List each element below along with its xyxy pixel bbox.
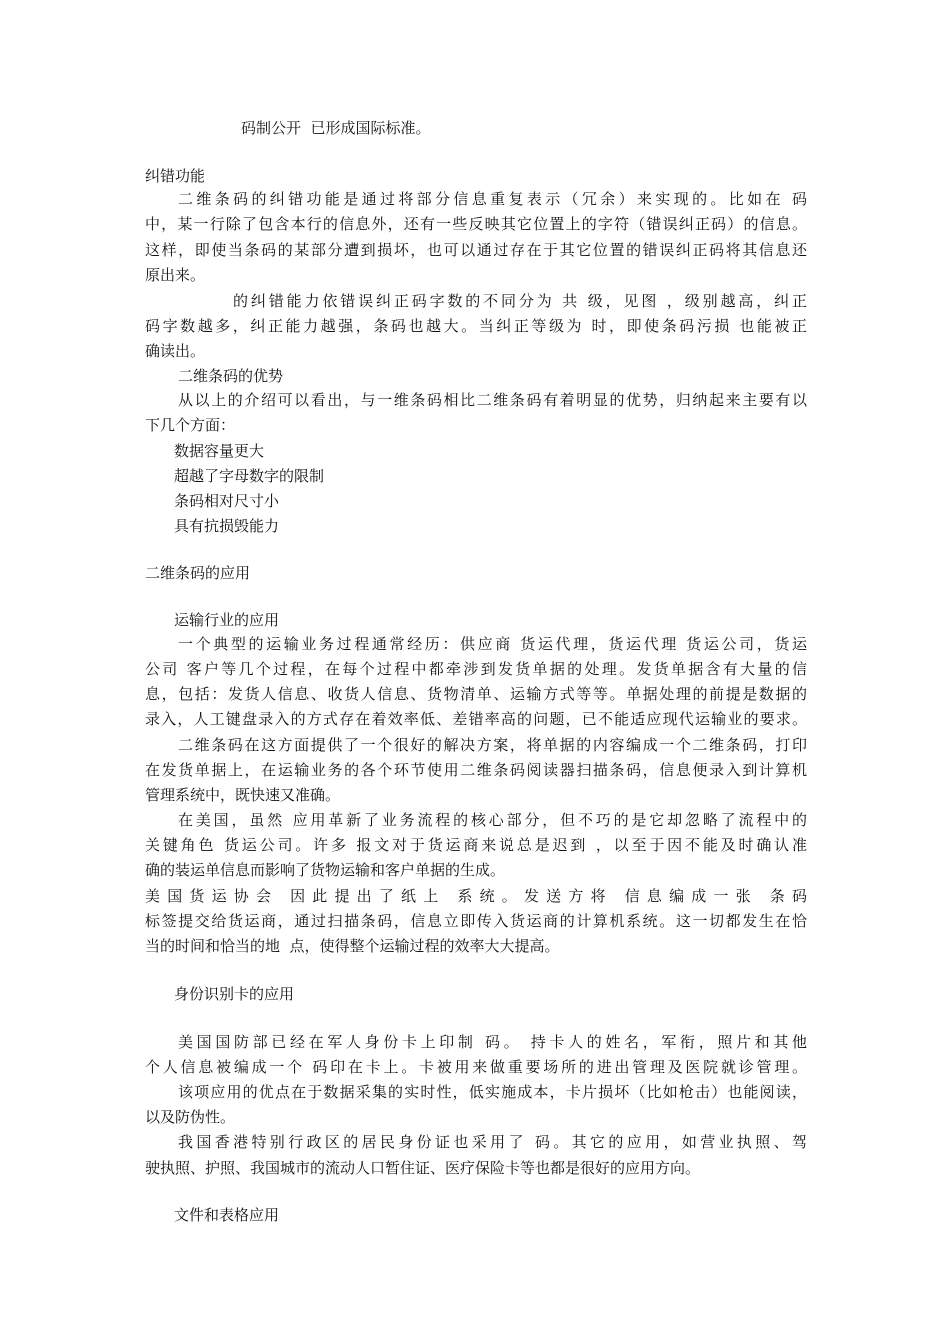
transport-p2-line: 二维条码在这方面提供了一个很好的解决方案，将单据的内容编成一个二维条码，打印 <box>178 736 807 754</box>
ecc-p1-line: 中，某一行除了包含本行的信息外，还有一些反映其它位置上的字符（错误纠正码）的信息。 <box>145 215 807 233</box>
transport-p3-line: 确的装运单信息而影响了货物运输和客户单据的生成。 <box>145 861 506 879</box>
ecc-p2-line: 码字数越多，纠正能力越强，条码也越大。当纠正等级为 时，即使条码污损 也能被正 <box>145 317 807 335</box>
idcard-p1-line: 美国国防部已经在军人身份卡上印制 码。 持卡人的姓名，军衔，照片和其他 <box>178 1033 807 1051</box>
advantage-item: 数据容量更大 <box>174 442 265 460</box>
transport-p1-line: 一个典型的运输业务过程通常经历：供应商 货运代理，货运代理 货运公司，货运 <box>178 635 807 653</box>
section-heading-advantages: 二维条码的优势 <box>178 367 284 385</box>
ecc-p1-line: 这样，即使当条码的某部分遭到损坏，也可以通过存在于其它位置的错误纠正码将其信息还 <box>145 241 807 259</box>
ecc-p2-line: 确读出。 <box>145 342 206 360</box>
advantages-intro-line: 从以上的介绍可以看出，与一维条码相比二维条码有着明显的优势，归纳起来主要有以 <box>178 391 807 409</box>
advantage-item: 条码相对尺寸小 <box>174 492 280 510</box>
transport-p2-line: 管理系统中，既快速又准确。 <box>145 786 341 804</box>
idcard-p2-line: 该项应用的优点在于数据采集的实时性，低实施成本，卡片损坏（比如枪击）也能阅读， <box>178 1083 807 1101</box>
idcard-p2-line: 以及防伪性。 <box>145 1108 236 1126</box>
transport-p4-line: 当的时间和恰当的地 点，使得整个运输过程的效率大大提高。 <box>145 937 560 955</box>
subheading-transport: 运输行业的应用 <box>174 611 280 629</box>
advantage-item: 超越了字母数字的限制 <box>174 467 325 485</box>
idcard-p3-line: 驶执照、护照、我国城市的流动人口暂住证、医疗保险卡等也都是很好的应用方向。 <box>145 1159 701 1177</box>
subheading-documents: 文件和表格应用 <box>174 1206 280 1224</box>
ecc-p1-line: 二维条码的纠错功能是通过将部分信息重复表示（冗余）来实现的。比如在 码 <box>178 190 807 208</box>
advantage-item: 具有抗损毁能力 <box>174 517 280 535</box>
ecc-p2-line: 的纠错能力依错误纠正码字数的不同分为 共 级，见图 ，级别越高，纠正 <box>233 292 807 310</box>
transport-p1-line: 录入，人工键盘录入的方式存在着效率低、差错率高的问题，已不能适应现代运输业的要求。 <box>145 710 807 728</box>
transport-p4-line: 美国货运协会 因此提出了纸上 系统。发送方将 信息编成一张 条码 <box>145 887 807 905</box>
idcard-p1-line: 个人信息被编成一个 码印在卡上。卡被用来做重要场所的进出管理及医院就诊管理。 <box>145 1058 807 1076</box>
idcard-p3-line: 我国香港特别行政区的居民身份证也采用了 码。其它的应用，如营业执照、驾 <box>178 1133 807 1151</box>
transport-p1-line: 息，包括：发货人信息、收货人信息、货物清单、运输方式等等。单据处理的前提是数据的 <box>145 685 807 703</box>
intro-line: 码制公开 已形成国际标准。 <box>241 119 431 137</box>
ecc-p1-line: 原出来。 <box>145 266 206 284</box>
transport-p2-line: 在发货单据上，在运输业务的各个环节使用二维条码阅读器扫描条码，信息便录入到计算机 <box>145 761 807 779</box>
subheading-idcard: 身份识别卡的应用 <box>174 985 295 1003</box>
transport-p3-line: 关键角色 货运公司。许多 报文对于货运商来说总是迟到 ，以至于因不能及时确认准 <box>145 836 807 854</box>
transport-p1-line: 公司 客户等几个过程，在每个过程中都牵涉到发货单据的处理。发货单据含有大量的信 <box>145 660 807 678</box>
section-heading-ecc: 纠错功能 <box>145 167 206 185</box>
transport-p3-line: 在美国，虽然 应用革新了业务流程的核心部分，但不巧的是它却忽略了流程中的 <box>178 811 807 829</box>
transport-p4-line: 标签提交给货运商，通过扫描条码，信息立即传入货运商的计算机系统。这一切都发生在恰 <box>145 912 807 930</box>
advantages-intro-line: 下几个方面： <box>145 416 236 434</box>
section-heading-applications: 二维条码的应用 <box>145 564 251 582</box>
